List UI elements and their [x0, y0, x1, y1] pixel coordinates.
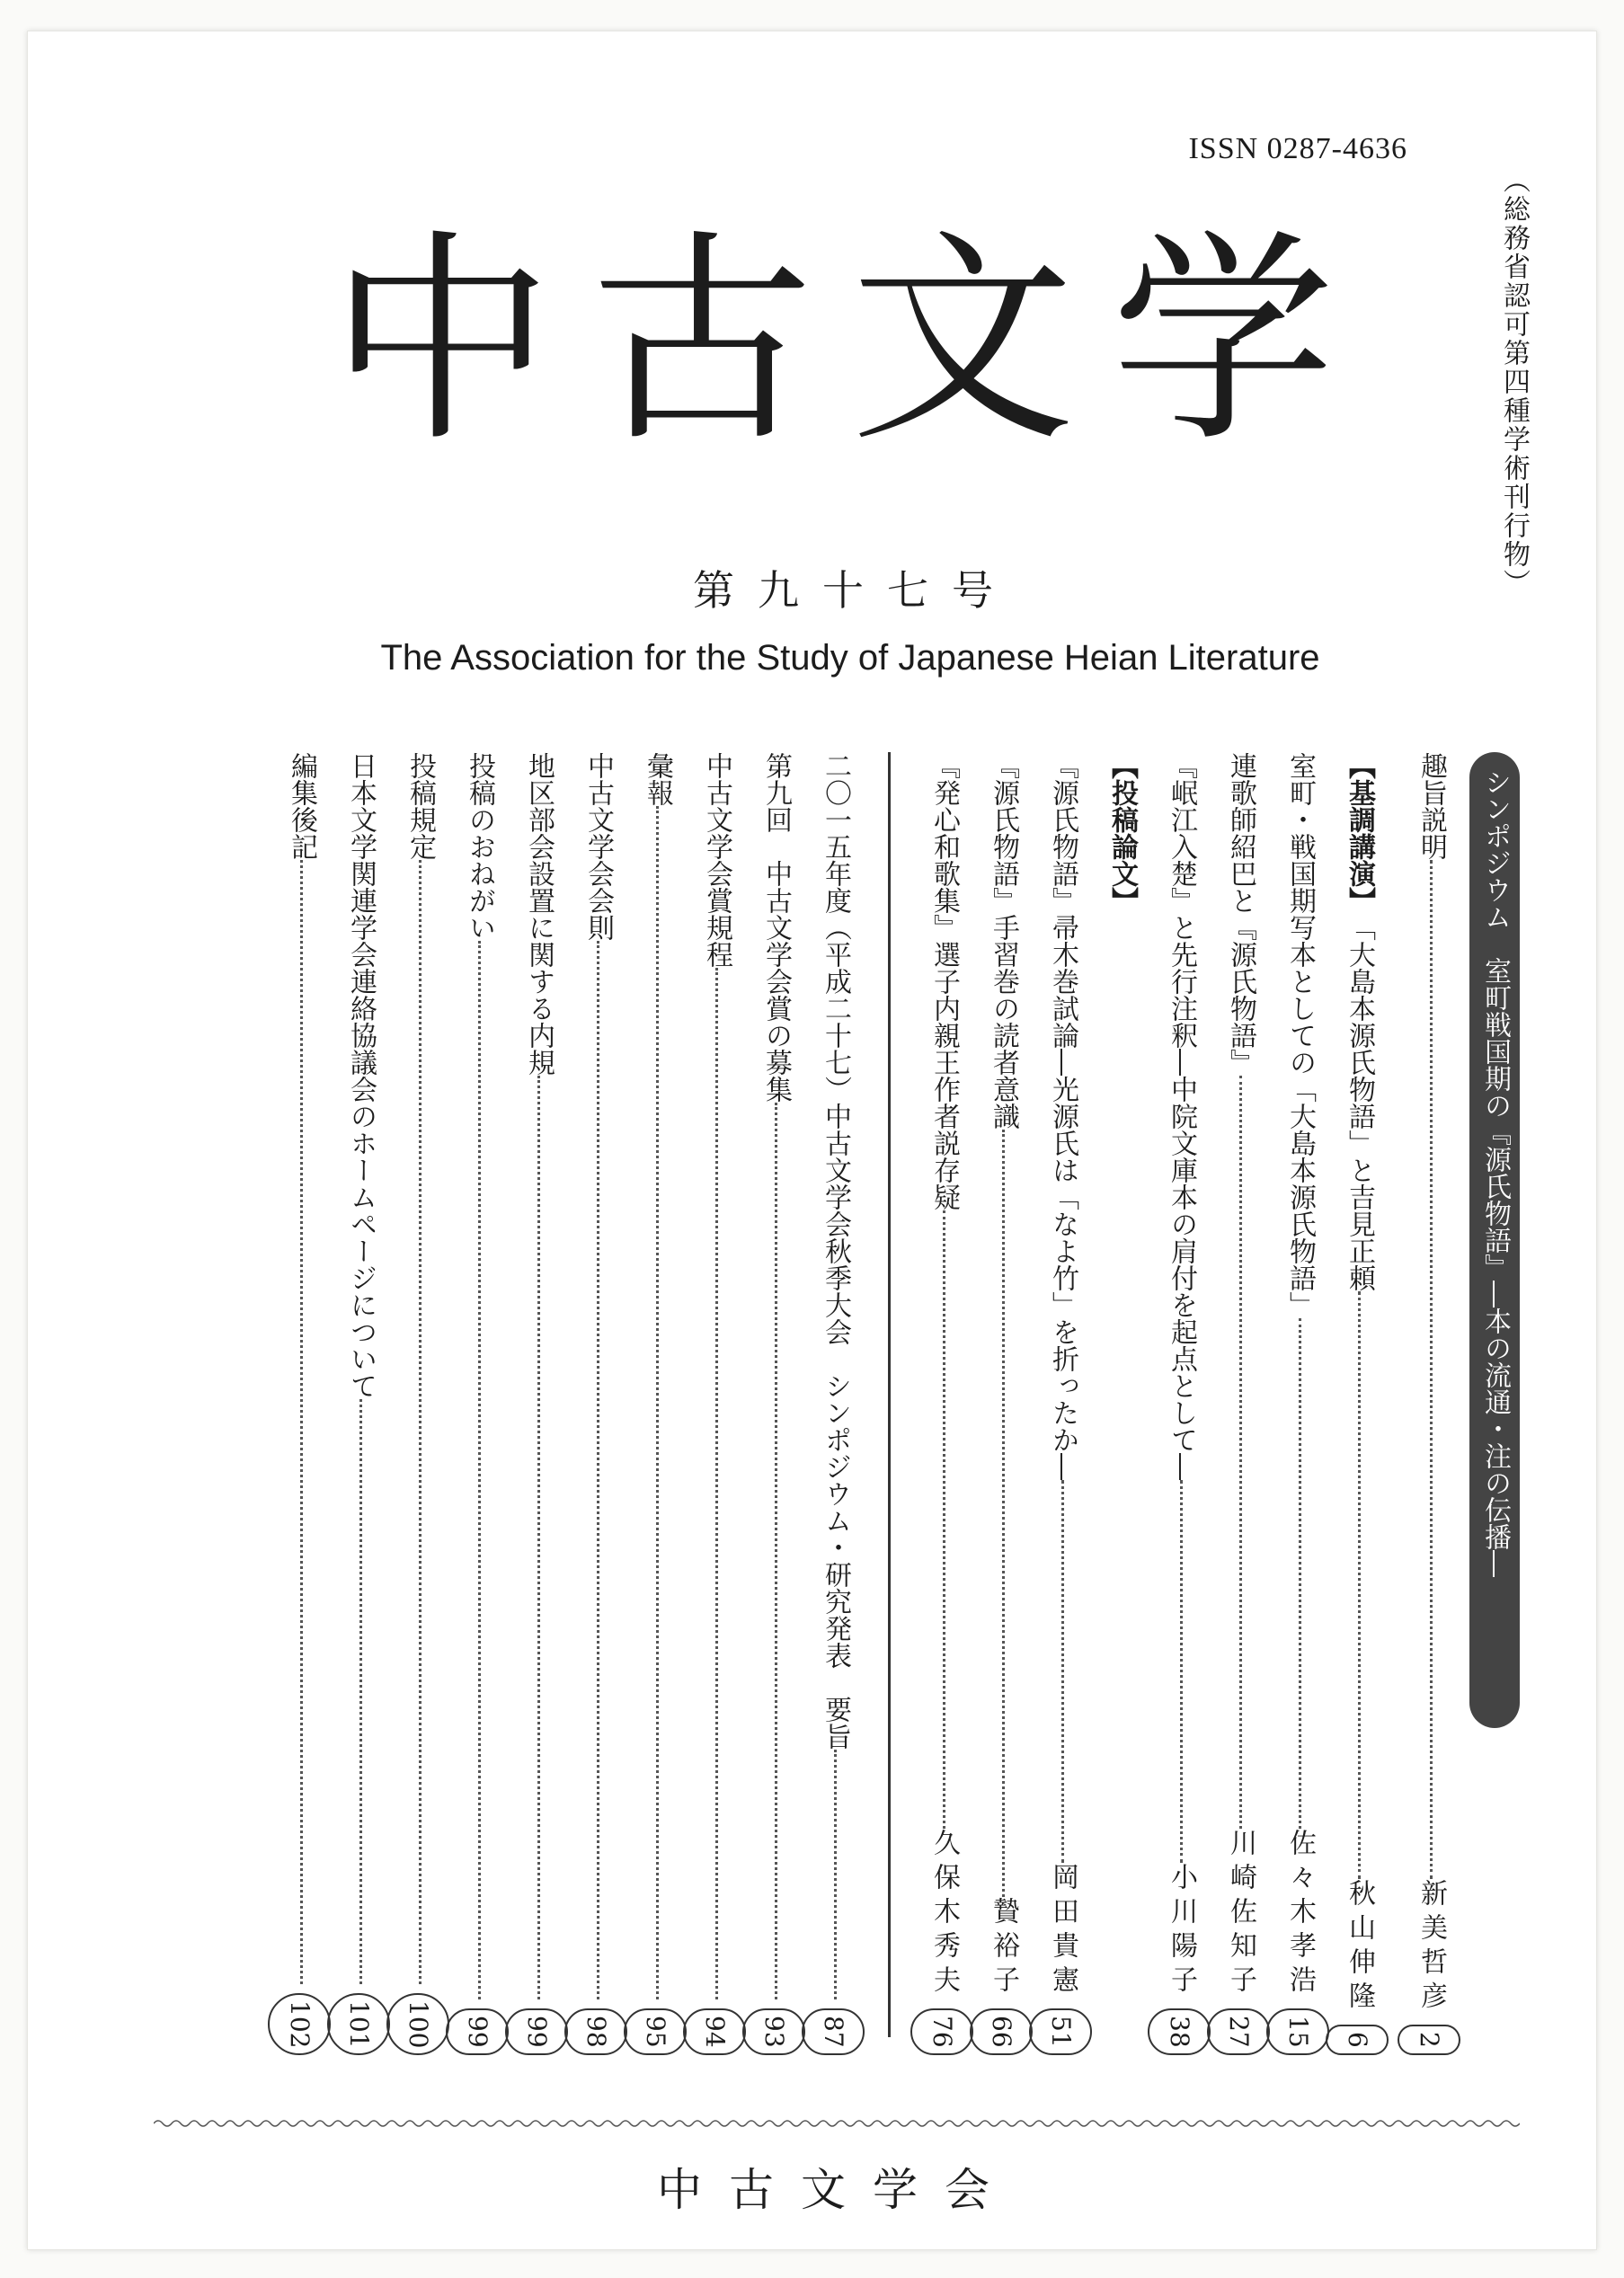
entry-title: 編集後記: [286, 752, 317, 860]
toc-entry: [1211, 752, 1270, 2055]
section-heading: 【基調講演】: [1344, 752, 1375, 914]
dot-leader: [596, 941, 599, 1999]
entry-author: 佐々木孝浩: [1284, 1829, 1316, 2000]
journal-title: 中古文学: [329, 210, 1371, 472]
toc-entry: [1401, 752, 1460, 2055]
entry-page: 99: [509, 2008, 568, 2055]
toc-entry: [449, 752, 509, 2055]
toc-entry: [687, 752, 746, 2055]
entry-title: 『発心和歌集』選子内親王作者説存疑: [928, 752, 960, 1210]
toc-entry: [509, 752, 568, 2055]
entry-page: 51: [1033, 2008, 1092, 2055]
entry-title: 連歌師紹巴と『源氏物語』: [1225, 752, 1256, 1076]
toc-entry: [914, 752, 973, 2055]
entry-title: 第九回 中古文学会賞の募集: [760, 752, 792, 1103]
toc-entry: [805, 752, 865, 2055]
dot-leader: [299, 860, 303, 1984]
entry-page: 87: [805, 2008, 865, 2055]
entry-page: 15: [1270, 2008, 1329, 2055]
table-of-contents: [154, 752, 1520, 2055]
issue-number: 第九十七号: [693, 566, 1016, 615]
wavy-divider: [154, 2118, 1520, 2129]
entry-title: 『岷江入楚』と先行注釈―中院文庫本の肩付を起点として―: [1166, 752, 1197, 1480]
dot-leader: [1238, 1076, 1242, 1829]
toc-entry: [973, 752, 1033, 2055]
entry-page: 94: [687, 2008, 746, 2055]
entry-title: 彙報: [642, 752, 673, 806]
toc-section: [1092, 752, 1151, 2055]
entry-page: 102: [271, 1993, 331, 2055]
dot-leader: [1179, 1480, 1183, 1863]
toc-entry: [746, 752, 805, 2055]
dot-leader: [537, 1076, 540, 1999]
entry-title: 『源氏物語』手習巻の読者意識: [988, 752, 1019, 1130]
toc-entry: [1151, 752, 1211, 2055]
symposium-banner: シンポジウム 室町戦国期の『源氏物語』―本の流通・注の伝播―: [1469, 752, 1520, 1728]
dot-leader: [714, 968, 718, 1999]
entry-author: 新美哲彦: [1415, 1879, 1447, 2017]
toc-entry: [331, 752, 390, 2055]
entry-author: 贄裕子: [988, 1897, 1019, 2000]
section-heading: 【投稿論文】: [1106, 752, 1138, 914]
cover-sheet: [27, 31, 1597, 2250]
dot-leader: [833, 1750, 837, 1999]
entry-title: 『源氏物語』帚木巻試論―光源氏は「なよ竹」を折ったか―: [1047, 752, 1078, 1480]
entry-author: 小川陽子: [1166, 1863, 1197, 2000]
entry-page: 27: [1211, 2008, 1270, 2055]
entry-title: 中古文学会会則: [582, 752, 614, 941]
entry-author: 久保木秀夫: [928, 1829, 960, 2000]
entry-page: 66: [973, 2008, 1033, 2055]
entry-title: 地区部会設置に関する内規: [523, 752, 555, 1076]
toc-entry: [1270, 752, 1329, 2055]
approval-note: （総務省認可第四種学術刊行物）: [1498, 166, 1530, 598]
entry-page: 6: [1329, 2025, 1389, 2055]
entry-author: 岡田貴憲: [1047, 1863, 1078, 2000]
dot-leader: [359, 1399, 362, 1984]
toc-entry: [271, 752, 331, 2055]
dot-leader: [1429, 860, 1433, 1879]
dot-leader: [1298, 1318, 1301, 1829]
dot-leader: [942, 1210, 945, 1829]
entry-title: 中古文学会賞規程: [701, 752, 732, 968]
entry-page: 100: [390, 1993, 449, 2055]
entry-title: 室町・戦国期写本としての「大島本源氏物語」: [1284, 752, 1316, 1318]
entry-title: 二〇一五年度（平成二十七）中古文学会秋季大会 シンポジウム・研究発表 要旨: [820, 752, 851, 1750]
toc-divider: [888, 752, 891, 2037]
entry-author: 川崎佐知子: [1225, 1829, 1256, 2000]
entry-page: 98: [568, 2008, 627, 2055]
entry-title: 投稿規定: [404, 752, 436, 860]
publisher-name: 中古文学会: [657, 2164, 1016, 2216]
toc-entry: [627, 752, 687, 2055]
toc-entry: [390, 752, 449, 2055]
entry-title: 投稿のおねがい: [464, 752, 495, 941]
entry-page: 76: [914, 2008, 973, 2055]
issn-number: ISSN 0287-4636: [1188, 132, 1407, 165]
entry-page: 93: [746, 2008, 805, 2055]
entry-author: 秋山伸隆: [1344, 1879, 1375, 2017]
toc-entry: [1329, 752, 1389, 2055]
toc-entry: [568, 752, 627, 2055]
entry-page: 2: [1401, 2025, 1460, 2055]
entry-title: 日本文学関連学会連絡協議会のホームページについて: [345, 752, 377, 1399]
dot-leader: [418, 860, 422, 1984]
dot-leader: [1001, 1130, 1005, 1897]
entry-title: 「大島本源氏物語」と吉見正頼: [1344, 914, 1375, 1291]
dot-leader: [1060, 1480, 1064, 1863]
entry-page: 38: [1151, 2008, 1211, 2055]
entry-page: 95: [627, 2008, 687, 2055]
english-title: The Association for the Study of Japanese Heian Literature: [380, 638, 1320, 678]
toc-entry: [1033, 752, 1092, 2055]
dot-leader: [655, 806, 659, 1999]
entry-page: 101: [331, 1993, 390, 2055]
dot-leader: [477, 941, 481, 1999]
dot-leader: [774, 1103, 777, 1999]
entry-page: 99: [449, 2008, 509, 2055]
entry-title: 趣旨説明: [1415, 752, 1447, 860]
dot-leader: [1357, 1291, 1361, 1879]
